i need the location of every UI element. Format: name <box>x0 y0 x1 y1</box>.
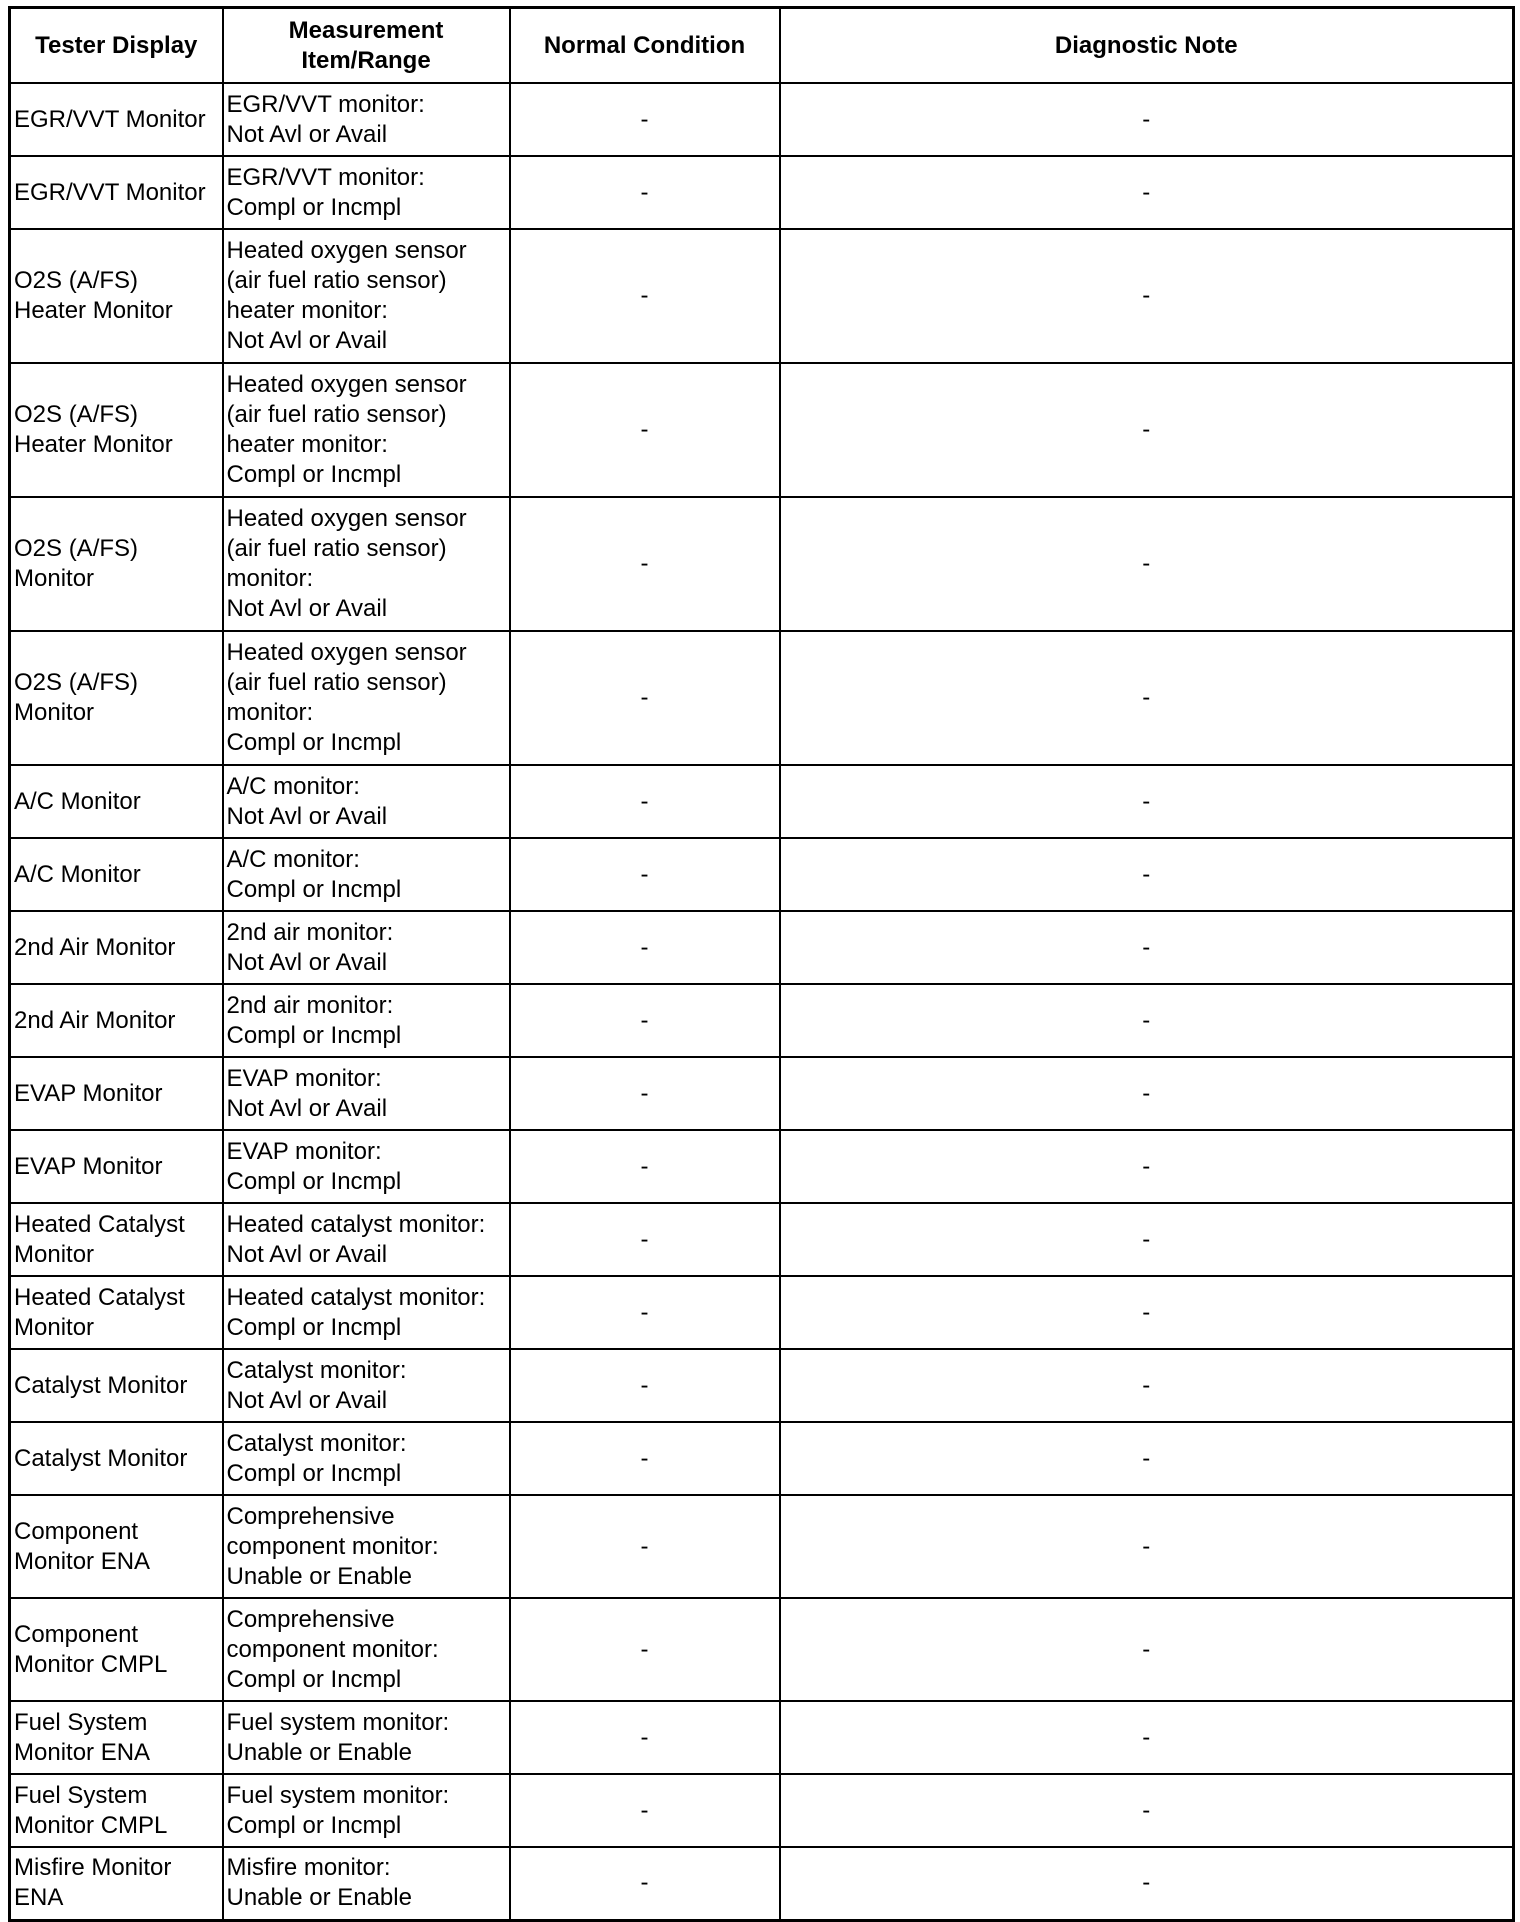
diagnostic-note-cell: - <box>780 1701 1514 1774</box>
table-row <box>10 1598 1514 1701</box>
diagnostic-note-cell: - <box>780 83 1514 156</box>
normal-condition-cell: - <box>510 911 780 984</box>
tester-display-cell: A/C Monitor <box>10 765 223 838</box>
measurement-item-cell: Heated catalyst monitor: Not Avl or Avail <box>223 1203 510 1276</box>
table-row <box>10 1276 1514 1349</box>
normal-condition-cell: - <box>510 1701 780 1774</box>
tester-display-cell: O2S (A/FS) Heater Monitor <box>10 363 223 497</box>
tester-display-cell: Component Monitor ENA <box>10 1495 223 1598</box>
table-row <box>10 1422 1514 1495</box>
measurement-item-cell: EGR/VVT monitor: Not Avl or Avail <box>223 83 510 156</box>
diagnostic-note-cell: - <box>780 1422 1514 1495</box>
tester-display-cell: 2nd Air Monitor <box>10 911 223 984</box>
measurement-item-cell: Catalyst monitor: Compl or Incmpl <box>223 1422 510 1495</box>
measurement-item-cell: Comprehensive component monitor: Compl or Incmpl <box>223 1598 510 1701</box>
tester-display-cell: Misfire Monitor ENA <box>10 1847 223 1920</box>
tester-display-cell: EVAP Monitor <box>10 1130 223 1203</box>
normal-condition-cell: - <box>510 1349 780 1422</box>
table-row <box>10 1130 1514 1203</box>
diagnostic-note-cell: - <box>780 1130 1514 1203</box>
normal-condition-cell: - <box>510 229 780 363</box>
header-row <box>10 8 1514 84</box>
normal-condition-cell: - <box>510 156 780 229</box>
header-normal-condition: Normal Condition <box>510 8 780 84</box>
table-row <box>10 497 1514 631</box>
normal-condition-cell: - <box>510 363 780 497</box>
table-row <box>10 984 1514 1057</box>
monitor-table <box>8 6 1515 1922</box>
measurement-item-cell: Heated catalyst monitor: Compl or Incmpl <box>223 1276 510 1349</box>
diagnostic-note-cell: - <box>780 1276 1514 1349</box>
measurement-item-cell: Catalyst monitor: Not Avl or Avail <box>223 1349 510 1422</box>
diagnostic-note-cell: - <box>780 1774 1514 1847</box>
table-row <box>10 156 1514 229</box>
normal-condition-cell: - <box>510 838 780 911</box>
header-diagnostic-note: Diagnostic Note <box>780 8 1514 84</box>
normal-condition-cell: - <box>510 984 780 1057</box>
measurement-item-cell: Fuel system monitor: Compl or Incmpl <box>223 1774 510 1847</box>
diagnostic-note-cell: - <box>780 765 1514 838</box>
diagnostic-note-cell: - <box>780 156 1514 229</box>
measurement-item-cell: Heated oxygen sensor (air fuel ratio sensor) monitor: Compl or Incmpl <box>223 631 510 765</box>
diagnostic-note-cell: - <box>780 497 1514 631</box>
header-tester-display: Tester Display <box>10 8 223 84</box>
table-row <box>10 1495 1514 1598</box>
tester-display-cell: Component Monitor CMPL <box>10 1598 223 1701</box>
measurement-item-cell: Misfire monitor: Unable or Enable <box>223 1847 510 1920</box>
measurement-item-cell: 2nd air monitor: Compl or Incmpl <box>223 984 510 1057</box>
diagnostic-note-cell: - <box>780 838 1514 911</box>
table-row <box>10 83 1514 156</box>
diagnostic-note-cell: - <box>780 984 1514 1057</box>
diagnostic-note-cell: - <box>780 1598 1514 1701</box>
measurement-item-cell: EGR/VVT monitor: Compl or Incmpl <box>223 156 510 229</box>
tester-display-cell: 2nd Air Monitor <box>10 984 223 1057</box>
header-measurement-item: Measurement Item/Range <box>223 8 510 84</box>
measurement-item-cell: Heated oxygen sensor (air fuel ratio sensor) heater monitor: Not Avl or Avail <box>223 229 510 363</box>
table-row <box>10 1701 1514 1774</box>
tester-display-cell: A/C Monitor <box>10 838 223 911</box>
tester-display-cell: O2S (A/FS) Heater Monitor <box>10 229 223 363</box>
normal-condition-cell: - <box>510 1057 780 1130</box>
measurement-item-cell: A/C monitor: Compl or Incmpl <box>223 838 510 911</box>
normal-condition-cell: - <box>510 1203 780 1276</box>
table-row <box>10 1847 1514 1920</box>
tester-display-cell: Catalyst Monitor <box>10 1422 223 1495</box>
table-row <box>10 631 1514 765</box>
diagnostic-note-cell: - <box>780 1847 1514 1920</box>
normal-condition-cell: - <box>510 1276 780 1349</box>
measurement-item-cell: EVAP monitor: Compl or Incmpl <box>223 1130 510 1203</box>
normal-condition-cell: - <box>510 1130 780 1203</box>
table-row <box>10 911 1514 984</box>
normal-condition-cell: - <box>510 1495 780 1598</box>
diagnostic-note-cell: - <box>780 1349 1514 1422</box>
normal-condition-cell: - <box>510 1422 780 1495</box>
normal-condition-cell: - <box>510 497 780 631</box>
normal-condition-cell: - <box>510 1774 780 1847</box>
measurement-item-cell: Comprehensive component monitor: Unable or Enable <box>223 1495 510 1598</box>
measurement-item-cell: Fuel system monitor: Unable or Enable <box>223 1701 510 1774</box>
diagnostic-note-cell: - <box>780 1203 1514 1276</box>
tester-display-cell: Fuel System Monitor CMPL <box>10 1774 223 1847</box>
diagnostic-note-cell: - <box>780 1495 1514 1598</box>
normal-condition-cell: - <box>510 83 780 156</box>
tester-display-cell: O2S (A/FS) Monitor <box>10 631 223 765</box>
table-row <box>10 1349 1514 1422</box>
table-row <box>10 1203 1514 1276</box>
measurement-item-cell: A/C monitor: Not Avl or Avail <box>223 765 510 838</box>
tester-display-cell: Fuel System Monitor ENA <box>10 1701 223 1774</box>
normal-condition-cell: - <box>510 631 780 765</box>
tester-display-cell: EVAP Monitor <box>10 1057 223 1130</box>
tester-display-cell: EGR/VVT Monitor <box>10 156 223 229</box>
measurement-item-cell: Heated oxygen sensor (air fuel ratio sensor) heater monitor: Compl or Incmpl <box>223 363 510 497</box>
normal-condition-cell: - <box>510 765 780 838</box>
tester-display-cell: EGR/VVT Monitor <box>10 83 223 156</box>
diagnostic-note-cell: - <box>780 363 1514 497</box>
table-row <box>10 1774 1514 1847</box>
measurement-item-cell: EVAP monitor: Not Avl or Avail <box>223 1057 510 1130</box>
diagnostic-note-cell: - <box>780 1057 1514 1130</box>
table-row <box>10 363 1514 497</box>
diagnostic-note-cell: - <box>780 911 1514 984</box>
tester-display-cell: O2S (A/FS) Monitor <box>10 497 223 631</box>
tester-display-cell: Heated Catalyst Monitor <box>10 1276 223 1349</box>
table-row <box>10 765 1514 838</box>
normal-condition-cell: - <box>510 1598 780 1701</box>
tester-display-cell: Catalyst Monitor <box>10 1349 223 1422</box>
diagnostic-note-cell: - <box>780 631 1514 765</box>
table-row <box>10 838 1514 911</box>
normal-condition-cell: - <box>510 1847 780 1920</box>
table-row <box>10 229 1514 363</box>
diagnostic-note-cell: - <box>780 229 1514 363</box>
measurement-item-cell: Heated oxygen sensor (air fuel ratio sensor) monitor: Not Avl or Avail <box>223 497 510 631</box>
measurement-item-cell: 2nd air monitor: Not Avl or Avail <box>223 911 510 984</box>
table-row <box>10 1057 1514 1130</box>
tester-display-cell: Heated Catalyst Monitor <box>10 1203 223 1276</box>
